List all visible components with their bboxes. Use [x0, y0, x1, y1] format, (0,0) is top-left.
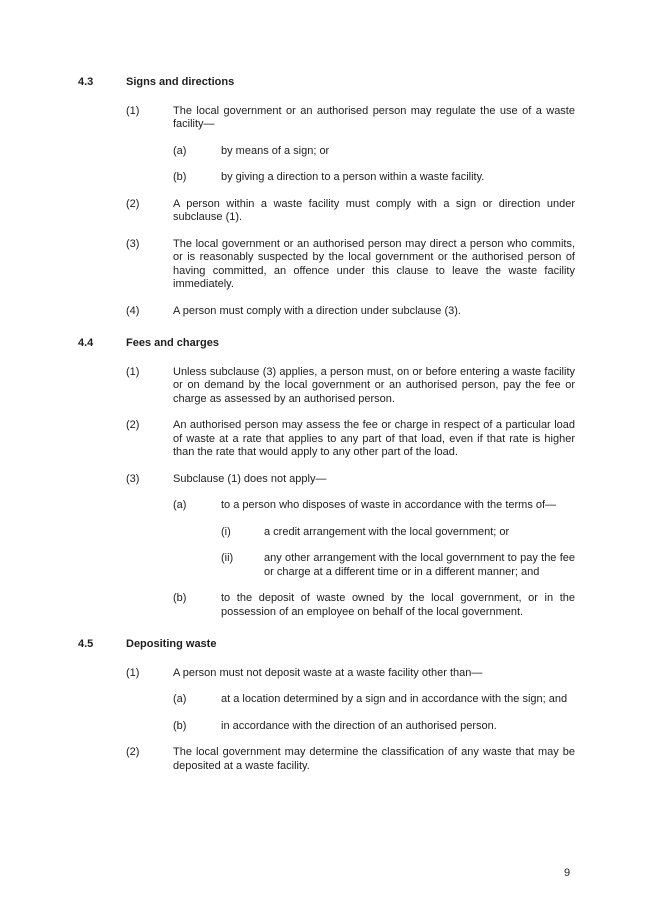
clause-number: 4.5: [78, 638, 94, 650]
subclause-label: (1): [126, 666, 140, 679]
subclause-label: (2): [126, 419, 140, 431]
subclause-text: Unless subclause (3) applies, a person must, on or before entering a waste facility or on demand by the local government or an authorised person, pay the fee or charge as assessed by an authorised person.: [173, 365, 575, 405]
paragraph-text: to the deposit of waste owned by the local government, or in the possession of an employee on behalf of the local government.: [221, 592, 575, 618]
subclause-4-4-3: [78, 473, 575, 487]
section-heading-4-3: [78, 76, 575, 90]
subparagraph-label: (i): [221, 525, 231, 538]
paragraph-label: (a): [173, 693, 187, 705]
paragraph-label: (b): [173, 171, 187, 183]
subparagraph-4-4-3-a-i: [78, 526, 575, 540]
subclause-text: A person within a waste facility must comply with a sign or direction under subclause (1).: [173, 197, 575, 223]
paragraph-label: (a): [173, 499, 187, 511]
paragraph-4-4-3-b: [78, 592, 575, 619]
subclause-4-4-1: [78, 366, 575, 407]
document-page: [78, 76, 575, 786]
clause-title: Fees and charges: [126, 337, 219, 349]
paragraph-text: to a person who disposes of waste in accordance with the terms of—: [221, 499, 557, 511]
subclause-text: Subclause (1) does not apply—: [173, 472, 327, 485]
subclause-4-3-2: [78, 198, 575, 225]
subclause-label: (2): [126, 197, 140, 210]
paragraph-text: by means of a sign; or: [221, 144, 330, 157]
paragraph-text: at a location determined by a sign and in accordance with the sign; and: [221, 693, 568, 705]
subclause-4-3-3: [78, 238, 575, 292]
page-number: 9: [564, 867, 571, 879]
subclause-4-3-1: [78, 105, 575, 132]
subclause-text: The local government may determine the classification of any waste that may be deposited at a waste facility.: [173, 746, 575, 772]
paragraph-label: (a): [173, 144, 187, 157]
clause-title: Depositing waste: [126, 638, 217, 650]
subclause-4-5-2: [78, 746, 575, 773]
subclause-label: (1): [126, 104, 140, 117]
subclause-4-3-4: [78, 305, 575, 319]
subclause-label: (3): [126, 472, 140, 485]
subclause-label: (2): [126, 746, 140, 758]
subclause-label: (1): [126, 365, 140, 378]
paragraph-4-3-1-b: [78, 171, 575, 185]
subclause-label: (4): [126, 304, 140, 317]
subparagraph-text: a credit arrangement with the local government; or: [264, 525, 510, 538]
subclause-label: (3): [126, 237, 140, 250]
subparagraph-label: (ii): [221, 552, 234, 564]
paragraph-text: in accordance with the direction of an authorised person.: [221, 719, 497, 732]
clause-number: 4.4: [78, 337, 94, 349]
paragraph-4-4-3-a: [78, 499, 575, 513]
subparagraph-text: any other arrangement with the local government to pay the fee or charge at a different time or in a different manner; and: [264, 552, 575, 578]
subclause-text: A person must not deposit waste at a waste facility other than—: [173, 666, 483, 679]
section-heading-4-5: [78, 638, 575, 652]
clause-title: Signs and directions: [126, 76, 235, 88]
subclause-text: An authorised person may assess the fee or charge in respect of a particular load of waste at a rate that applies to any part of that load, even if that rate is higher than the rate that would apply to any other part of the load.: [173, 419, 575, 458]
subparagraph-4-4-3-a-ii: [78, 552, 575, 579]
paragraph-text: by giving a direction to a person within a waste facility.: [221, 171, 485, 183]
subclause-text: A person must comply with a direction under subclause (3).: [173, 304, 461, 317]
paragraph-4-5-1-b: [78, 720, 575, 734]
paragraph-4-5-1-a: [78, 693, 575, 707]
section-heading-4-4: [78, 337, 575, 351]
subclause-4-5-1: [78, 667, 575, 681]
subclause-text: The local government or an authorised person may direct a person who commits, or is reasonably suspected by the local government or the authorised person of having committed, an offence under this clause to leave the waste facility immediately.: [173, 237, 575, 290]
paragraph-label: (b): [173, 719, 187, 732]
clause-number: 4.3: [78, 76, 94, 88]
paragraph-label: (b): [173, 592, 187, 604]
paragraph-4-3-1-a: [78, 145, 575, 159]
subclause-text: The local government or an authorised person may regulate the use of a waste facility—: [173, 104, 575, 130]
subclause-4-4-2: [78, 419, 575, 460]
